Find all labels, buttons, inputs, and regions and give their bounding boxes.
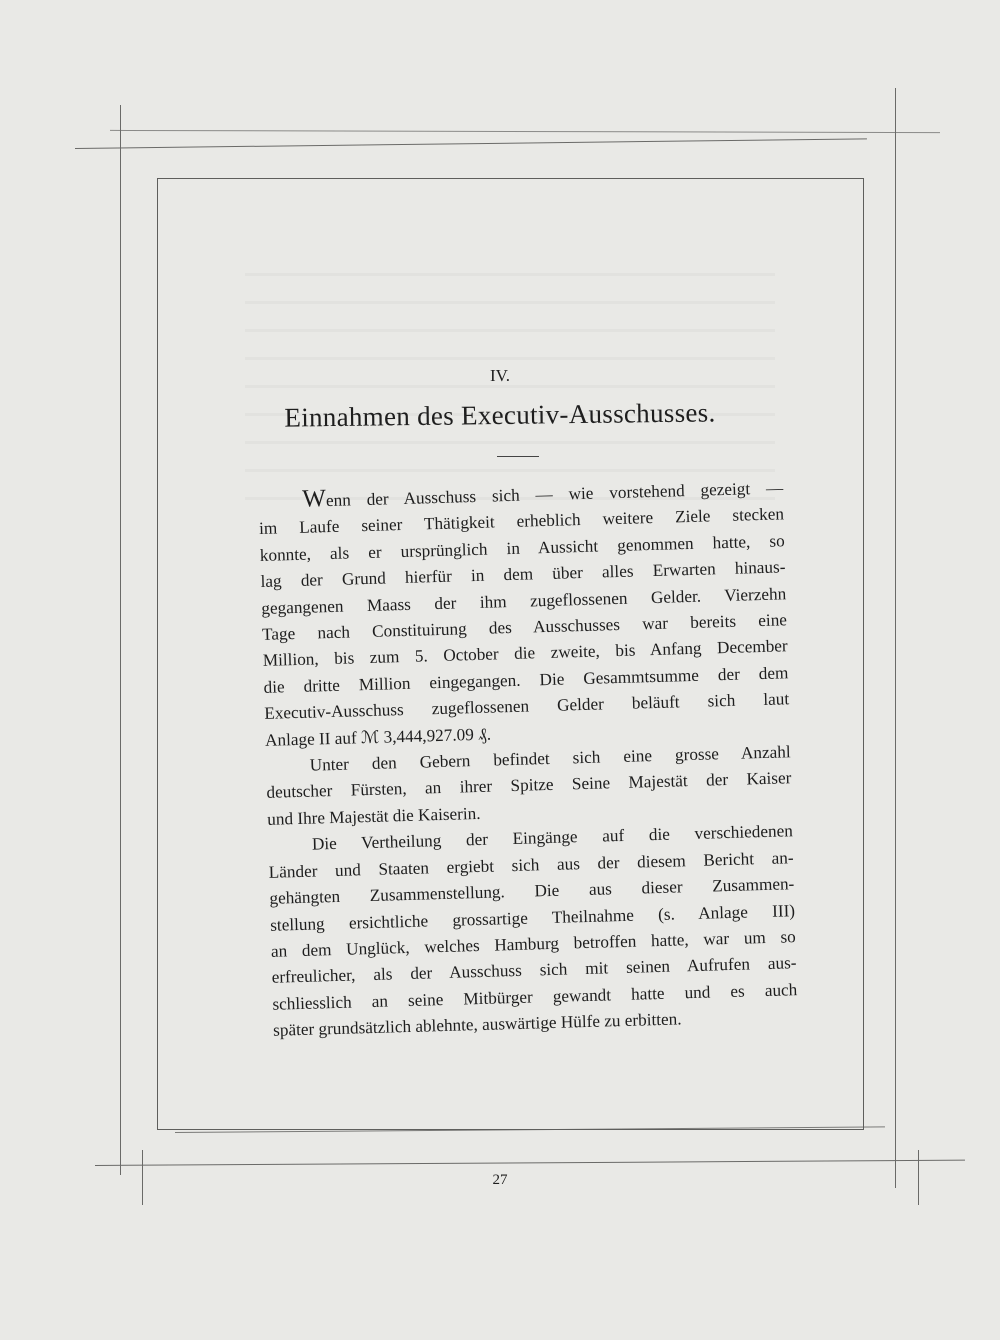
paragraph-2 (265, 739, 792, 833)
text-line: erfreulicher, als der Ausschuss sich mit seinen Aufrufen aus- (271, 953, 797, 988)
title-divider (497, 456, 539, 457)
frame-rule-top-inner (110, 130, 940, 133)
text-line: Unter den Gebern befindet sich eine grosse Anzahl (309, 742, 791, 775)
text-line: stellung ersichtliche grossartige Theilnahme (s. Anlage III) (269, 900, 796, 935)
frame-rule-bottom (95, 1160, 965, 1166)
text-line: konnte, als er ursprünglich in Aussicht genommen hatte, so (259, 531, 785, 565)
text-line: lag der Grund hierfür in dem über alles Erwarten hinaus- (260, 557, 786, 592)
text-line: gegangenen Maass der ihm zugeflossenen Gelder. Vierzehn (261, 583, 787, 618)
section-number: IV. (490, 366, 510, 385)
page-title: Einnahmen des Executiv-Ausschusses. (284, 397, 716, 433)
paragraph-1 (258, 473, 790, 754)
text-line: deutscher Fürsten, an ihrer Spitze Seine Majestät der Kaiser (266, 768, 792, 803)
frame-rule-right (895, 88, 896, 1188)
text-line: im Laufe seiner Thätigkeit erheblich weitere Ziele stecken (258, 504, 785, 539)
frame-rule-top (75, 138, 867, 149)
page-number: 27 (492, 1172, 508, 1188)
body-text (258, 473, 798, 1044)
text-line: Tage nach Constituirung des Ausschusses war bereits eine (261, 610, 788, 644)
text-line: Die Vertheilung der Eingänge auf die verschiedenen (311, 821, 794, 854)
text-line: schliesslich an seine Mitbürger gewandt hatte und es auch (272, 979, 798, 1014)
text-line: und Ihre Majestät die Kaiserin. (266, 803, 481, 829)
text-line: Anlage II auf ℳ 3,444,927.09 ₰. (264, 724, 492, 750)
frame-rule-left (120, 105, 121, 1175)
paragraph-3 (268, 818, 799, 1044)
drop-letter: W (301, 485, 327, 513)
text-line: die dritte Million eingegangen. Die Gesammtsumme der dem (263, 663, 789, 697)
text-line: an dem Unglück, welches Hamburg betroffen hatte, war um so (270, 927, 796, 961)
text-line: Million, bis zum 5. October die zweite, bis Anfang December (262, 636, 788, 671)
text-line: später grundsätzlich ablehnte, auswärtige Hülfe zu erbitten. (272, 1009, 682, 1040)
text-line: Wenn der Ausschuss sich — wie vorstehend gezeigt — (301, 478, 784, 513)
text-line: gehängten Zusammenstellung. Die aus dieser Zusammen- (269, 874, 795, 908)
text-line: Länder und Staaten ergiebt sich aus der diesem Bericht an- (268, 847, 794, 882)
text-line: Executiv-Ausschuss zugeflossenen Gelder beläuft sich laut (264, 689, 790, 724)
